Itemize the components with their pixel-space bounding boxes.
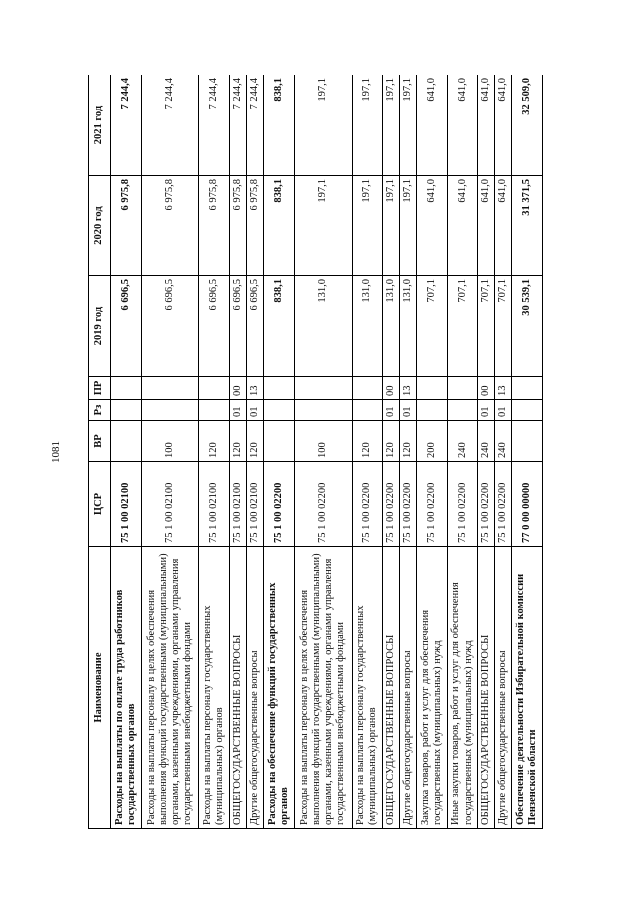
cell-y2021: 641,0: [478, 75, 495, 176]
header-row: [89, 75, 111, 829]
cell-csr: 77 0 00 00000: [512, 462, 543, 547]
cell-y2021: 641,0: [417, 75, 448, 176]
cell-name: Расходы на выплаты персоналу в целях обеспечения выполнения функций государственными (муниципальными) органами, казенными учреждениями, органами управления государственными внебюджетными фондами: [294, 547, 352, 829]
table-row: [383, 75, 400, 829]
cell-y2021: 7 244,4: [199, 75, 230, 176]
cell-y2021: 32 509,0: [512, 75, 543, 176]
cell-pr: [512, 377, 543, 400]
cell-y2020: 641,0: [495, 176, 512, 276]
cell-rz: 01: [495, 400, 512, 421]
cell-vr: 240: [447, 421, 478, 462]
cell-csr: 75 1 00 02200: [478, 462, 495, 547]
cell-vr: 100: [141, 421, 199, 462]
cell-vr: 240: [495, 421, 512, 462]
cell-csr: 75 1 00 02100: [247, 462, 264, 547]
cell-pr: [447, 377, 478, 400]
cell-y2021: 641,0: [447, 75, 478, 176]
cell-pr: 00: [383, 377, 400, 400]
cell-rz: [352, 400, 383, 421]
table-row: [264, 75, 295, 829]
table-row: [352, 75, 383, 829]
col-header-csr: ЦСР: [89, 462, 111, 547]
table-row: [447, 75, 478, 829]
col-header-2019: 2019 год: [89, 276, 111, 377]
cell-y2021: 7 244,4: [247, 75, 264, 176]
cell-y2019: 30 539,1: [512, 276, 543, 377]
table-row: [141, 75, 199, 829]
cell-y2019: 707,1: [495, 276, 512, 377]
cell-rz: [417, 400, 448, 421]
table-row: [417, 75, 448, 829]
cell-y2020: 6 975,8: [199, 176, 230, 276]
cell-name: Закупка товаров, работ и услуг для обеспечения государственных (муниципальных) нужд: [417, 547, 448, 829]
cell-y2020: 641,0: [417, 176, 448, 276]
cell-vr: [111, 421, 142, 462]
cell-y2020: 6 975,8: [141, 176, 199, 276]
cell-name: Другие общегосударственные вопросы: [400, 547, 417, 829]
cell-name: ОБЩЕГОСУДАРСТВЕННЫЕ ВОПРОСЫ: [383, 547, 400, 829]
table-row: [199, 75, 230, 829]
table-row: [111, 75, 142, 829]
table-row: [512, 75, 543, 829]
table-row: [478, 75, 495, 829]
cell-vr: 120: [400, 421, 417, 462]
cell-pr: 13: [495, 377, 512, 400]
cell-pr: [111, 377, 142, 400]
cell-y2021: 197,1: [400, 75, 417, 176]
cell-y2020: 641,0: [478, 176, 495, 276]
cell-pr: [352, 377, 383, 400]
table-row: [294, 75, 352, 829]
cell-name: ОБЩЕГОСУДАРСТВЕННЫЕ ВОПРОСЫ: [230, 547, 247, 829]
cell-rz: 01: [247, 400, 264, 421]
cell-rz: [141, 400, 199, 421]
cell-rz: 01: [383, 400, 400, 421]
cell-y2021: 838,1: [264, 75, 295, 176]
cell-vr: 120: [383, 421, 400, 462]
cell-vr: [264, 421, 295, 462]
cell-rz: [264, 400, 295, 421]
table-row: [400, 75, 417, 829]
cell-vr: [512, 421, 543, 462]
cell-y2019: 707,1: [417, 276, 448, 377]
cell-name: Обеспечение деятельности Избирательной комиссии Пензенской области: [512, 547, 543, 829]
cell-y2020: 197,1: [383, 176, 400, 276]
cell-name: Расходы на выплаты по оплате труда работников государственных органов: [111, 547, 142, 829]
col-header-2021: 2021 год: [89, 75, 111, 176]
col-header-pr: ПР: [89, 377, 111, 400]
cell-vr: 120: [230, 421, 247, 462]
cell-y2019: 6 696,5: [247, 276, 264, 377]
cell-csr: 75 1 00 02100: [230, 462, 247, 547]
col-header-rz: Рз: [89, 400, 111, 421]
cell-y2019: 131,0: [294, 276, 352, 377]
cell-pr: [199, 377, 230, 400]
cell-vr: 100: [294, 421, 352, 462]
cell-rz: [512, 400, 543, 421]
cell-y2020: 6 975,8: [247, 176, 264, 276]
cell-pr: 13: [400, 377, 417, 400]
cell-csr: 75 1 00 02100: [141, 462, 199, 547]
cell-name: ОБЩЕГОСУДАРСТВЕННЫЕ ВОПРОСЫ: [478, 547, 495, 829]
cell-csr: 75 1 00 02200: [352, 462, 383, 547]
cell-pr: [417, 377, 448, 400]
cell-name: Расходы на выплаты персоналу государственных (муниципальных) органов: [199, 547, 230, 829]
budget-table: [88, 75, 543, 829]
cell-rz: [199, 400, 230, 421]
cell-y2020: 197,1: [352, 176, 383, 276]
cell-rz: [111, 400, 142, 421]
cell-y2019: 131,0: [400, 276, 417, 377]
cell-pr: 00: [478, 377, 495, 400]
cell-y2019: 6 696,5: [141, 276, 199, 377]
cell-csr: 75 1 00 02200: [495, 462, 512, 547]
col-header-name: Наименование: [89, 547, 111, 829]
cell-vr: 240: [478, 421, 495, 462]
cell-y2020: 197,1: [294, 176, 352, 276]
cell-name: Расходы на обеспечение функций государственных органов: [264, 547, 295, 829]
cell-name: Иные закупки товаров, работ и услуг для обеспечения государственных (муниципальных) нужд: [447, 547, 478, 829]
cell-rz: 01: [400, 400, 417, 421]
cell-csr: 75 1 00 02200: [383, 462, 400, 547]
cell-pr: [141, 377, 199, 400]
cell-pr: 00: [230, 377, 247, 400]
page-number: 1081: [50, 441, 62, 463]
cell-y2021: 7 244,4: [141, 75, 199, 176]
cell-vr: 120: [352, 421, 383, 462]
cell-y2020: 31 371,5: [512, 176, 543, 276]
table-viewport: [88, 75, 543, 829]
cell-csr: 75 1 00 02200: [294, 462, 352, 547]
cell-y2021: 197,1: [383, 75, 400, 176]
cell-y2019: 6 696,5: [111, 276, 142, 377]
cell-y2020: 641,0: [447, 176, 478, 276]
cell-name: Расходы на выплаты персоналу государственных (муниципальных) органов: [352, 547, 383, 829]
cell-pr: 13: [247, 377, 264, 400]
table-row: [247, 75, 264, 829]
cell-vr: 200: [417, 421, 448, 462]
cell-y2019: 707,1: [478, 276, 495, 377]
cell-name: Другие общегосударственные вопросы: [495, 547, 512, 829]
cell-pr: [264, 377, 295, 400]
cell-pr: [294, 377, 352, 400]
cell-rz: [447, 400, 478, 421]
cell-rz: 01: [478, 400, 495, 421]
cell-y2019: 6 696,5: [230, 276, 247, 377]
cell-y2019: 707,1: [447, 276, 478, 377]
cell-rz: [294, 400, 352, 421]
cell-y2020: 6 975,8: [111, 176, 142, 276]
cell-y2021: 7 244,4: [111, 75, 142, 176]
cell-y2019: 131,0: [383, 276, 400, 377]
cell-y2019: 131,0: [352, 276, 383, 377]
cell-y2020: 197,1: [400, 176, 417, 276]
cell-y2021: 197,1: [352, 75, 383, 176]
cell-csr: 75 1 00 02200: [264, 462, 295, 547]
cell-y2019: 838,1: [264, 276, 295, 377]
cell-csr: 75 1 00 02200: [400, 462, 417, 547]
col-header-2020: 2020 год: [89, 176, 111, 276]
cell-name: Расходы на выплаты персоналу в целях обеспечения выполнения функций государственными (муниципальными) органами, казенными учреждениями, органами управления государственными внебюджетными фондами: [141, 547, 199, 829]
cell-csr: 75 1 00 02200: [447, 462, 478, 547]
cell-csr: 75 1 00 02100: [111, 462, 142, 547]
cell-csr: 75 1 00 02100: [199, 462, 230, 547]
table-body: [111, 75, 543, 829]
table-row: [230, 75, 247, 829]
cell-y2021: 641,0: [495, 75, 512, 176]
table-row: [495, 75, 512, 829]
cell-vr: 120: [199, 421, 230, 462]
cell-csr: 75 1 00 02200: [417, 462, 448, 547]
cell-y2021: 7 244,4: [230, 75, 247, 176]
cell-vr: 120: [247, 421, 264, 462]
cell-y2020: 6 975,8: [230, 176, 247, 276]
col-header-vr: ВР: [89, 421, 111, 462]
cell-name: Другие общегосударственные вопросы: [247, 547, 264, 829]
cell-y2019: 6 696,5: [199, 276, 230, 377]
rotated-sheet: [88, 75, 543, 829]
cell-y2020: 838,1: [264, 176, 295, 276]
cell-rz: 01: [230, 400, 247, 421]
cell-y2021: 197,1: [294, 75, 352, 176]
